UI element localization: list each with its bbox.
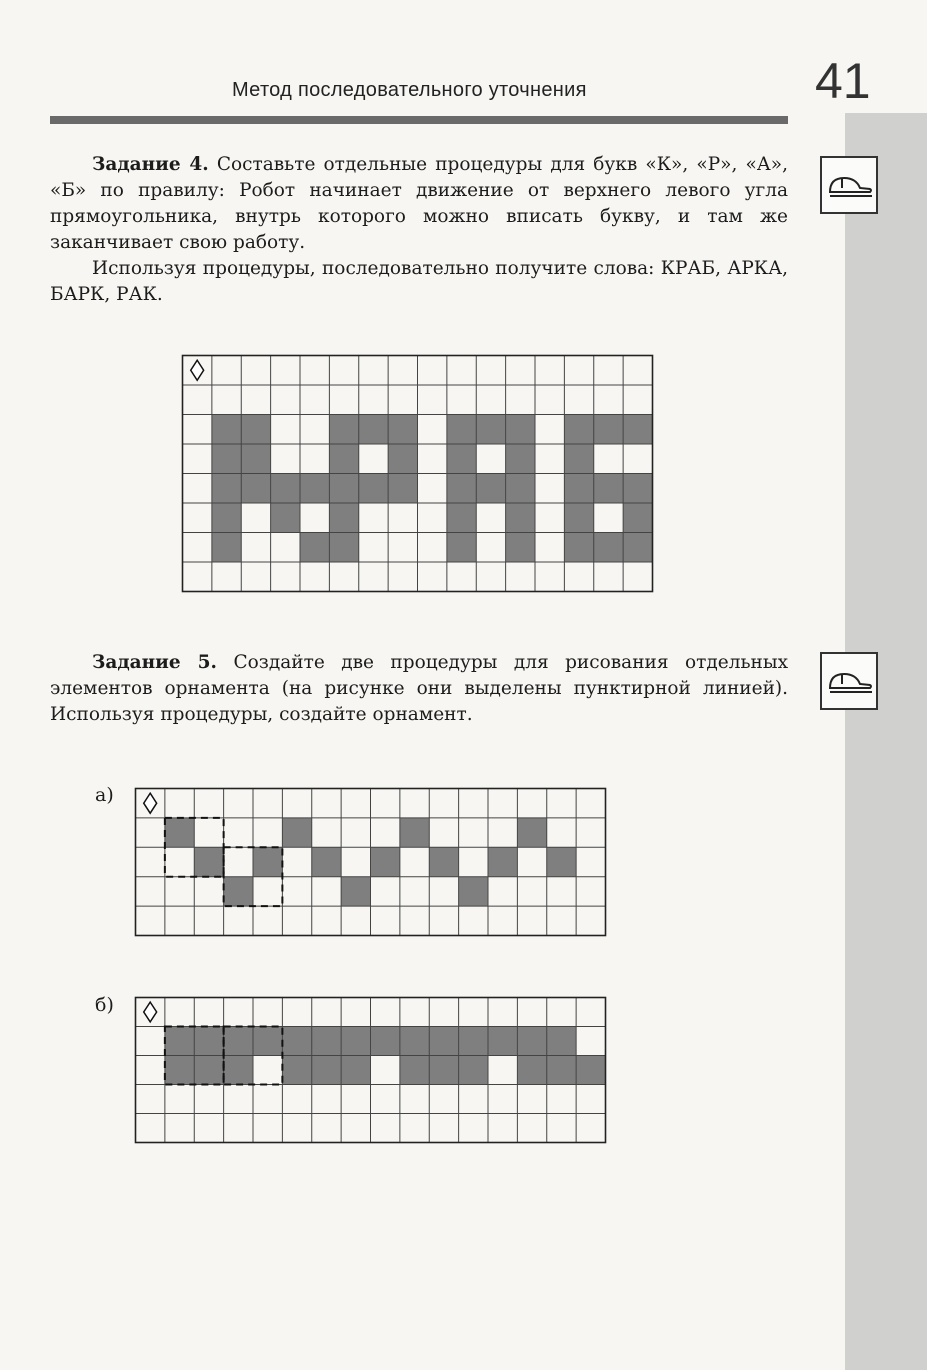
filled-cell: [329, 474, 358, 504]
filled-cell: [623, 415, 652, 445]
filled-cell: [312, 1056, 341, 1085]
filled-cell: [429, 1027, 458, 1056]
filled-cell: [212, 474, 241, 504]
filled-cell: [447, 415, 476, 445]
filled-cell: [623, 474, 652, 504]
filled-cell: [594, 533, 623, 563]
filled-cell: [329, 444, 358, 474]
filled-cell: [429, 847, 458, 876]
filled-cell: [341, 1027, 370, 1056]
filled-cell: [564, 474, 593, 504]
filled-cell: [212, 503, 241, 533]
filled-cell: [312, 847, 341, 876]
filled-cell: [459, 877, 488, 906]
side-margin-strip: [845, 113, 927, 1370]
filled-cell: [165, 1027, 194, 1056]
filled-cell: [165, 818, 194, 847]
filled-cell: [282, 1056, 311, 1085]
filled-cell: [253, 1027, 282, 1056]
filled-cell: [253, 847, 282, 876]
filled-cell: [241, 474, 270, 504]
filled-cell: [447, 503, 476, 533]
filled-cell: [429, 1056, 458, 1085]
filled-cell: [547, 1027, 576, 1056]
filled-cell: [564, 503, 593, 533]
filled-cell: [594, 415, 623, 445]
task5-grid-b: [135, 997, 606, 1143]
filled-cell: [241, 444, 270, 474]
filled-cell: [300, 474, 329, 504]
filled-cell: [329, 415, 358, 445]
filled-cell: [459, 1027, 488, 1056]
filled-cell: [506, 533, 535, 563]
filled-cell: [459, 1056, 488, 1085]
filled-cell: [271, 503, 300, 533]
filled-cell: [623, 533, 652, 563]
filled-cell: [564, 533, 593, 563]
filled-cell: [400, 1056, 429, 1085]
task4-label: Задание 4.: [92, 154, 209, 175]
filled-cell: [517, 818, 546, 847]
filled-cell: [506, 444, 535, 474]
task5-label: Задание 5.: [92, 652, 217, 673]
filled-cell: [359, 415, 388, 445]
filled-cell: [488, 847, 517, 876]
filled-cell: [447, 533, 476, 563]
filled-cell: [359, 474, 388, 504]
filled-cell: [506, 415, 535, 445]
filled-cell: [506, 503, 535, 533]
filled-cell: [194, 1027, 223, 1056]
filled-cell: [282, 818, 311, 847]
task4-text-2: Используя процедуры, последовательно получите слова: КРАБ, АРКА, БАРК, РАК.: [50, 258, 788, 305]
filled-cell: [488, 1027, 517, 1056]
filled-cell: [329, 503, 358, 533]
filled-cell: [329, 533, 358, 563]
filled-cell: [623, 503, 652, 533]
filled-cell: [447, 474, 476, 504]
filled-cell: [388, 444, 417, 474]
filled-cell: [476, 474, 505, 504]
filled-cell: [341, 877, 370, 906]
header-rule: [50, 116, 788, 124]
filled-cell: [400, 818, 429, 847]
task4-paragraph: [50, 152, 788, 256]
task4-robot-grid: [182, 355, 653, 592]
filled-cell: [388, 474, 417, 504]
filled-cell: [547, 847, 576, 876]
task4-paragraph-2: [50, 256, 788, 308]
computer-mouse-icon: [820, 652, 878, 710]
filled-cell: [447, 444, 476, 474]
diamond-icon: [144, 793, 157, 813]
grid-a-label: а): [95, 784, 114, 806]
task4-text: Составьте отдельные процедуры для букв «К», «Р», «А», «Б» по правилу: Робот начинает движение от верхнего левого угла прямоугольника, внутрь которого можно вписать букву, и там же заканчивает свою работу.: [50, 154, 788, 253]
filled-cell: [371, 1027, 400, 1056]
filled-cell: [212, 444, 241, 474]
filled-cell: [312, 1027, 341, 1056]
page-number: 41: [815, 53, 871, 109]
filled-cell: [388, 415, 417, 445]
task5-text: Создайте две процедуры для рисования отдельных элементов орнамента (на рисунке они выделены пунктирной линией). Используя процедуры, создайте орнамент.: [50, 652, 789, 725]
running-title: Метод последовательного уточнения: [232, 79, 587, 101]
filled-cell: [517, 1056, 546, 1085]
filled-cell: [564, 415, 593, 445]
task5-text-block: [50, 650, 788, 728]
filled-cell: [594, 474, 623, 504]
diamond-icon: [144, 1002, 157, 1022]
filled-cell: [165, 1056, 194, 1085]
filled-cell: [341, 1056, 370, 1085]
computer-mouse-icon: [820, 156, 878, 214]
filled-cell: [212, 415, 241, 445]
filled-cell: [506, 474, 535, 504]
task5-paragraph: [50, 650, 788, 728]
filled-cell: [271, 474, 300, 504]
task4-text-block: [50, 152, 788, 308]
filled-cell: [194, 1056, 223, 1085]
filled-cell: [564, 444, 593, 474]
grid-b-label: б): [95, 994, 114, 1016]
filled-cell: [241, 415, 270, 445]
filled-cell: [371, 847, 400, 876]
filled-cell: [224, 1027, 253, 1056]
filled-cell: [282, 1027, 311, 1056]
filled-cell: [224, 1056, 253, 1085]
filled-cell: [400, 1027, 429, 1056]
filled-cell: [476, 415, 505, 445]
filled-cell: [547, 1056, 576, 1085]
diamond-icon: [191, 360, 204, 380]
filled-cell: [212, 533, 241, 563]
filled-cell: [224, 877, 253, 906]
filled-cell: [517, 1027, 546, 1056]
filled-cell: [194, 847, 223, 876]
task5-grid-a: [135, 788, 606, 936]
filled-cell: [300, 533, 329, 563]
filled-cell: [576, 1056, 605, 1085]
